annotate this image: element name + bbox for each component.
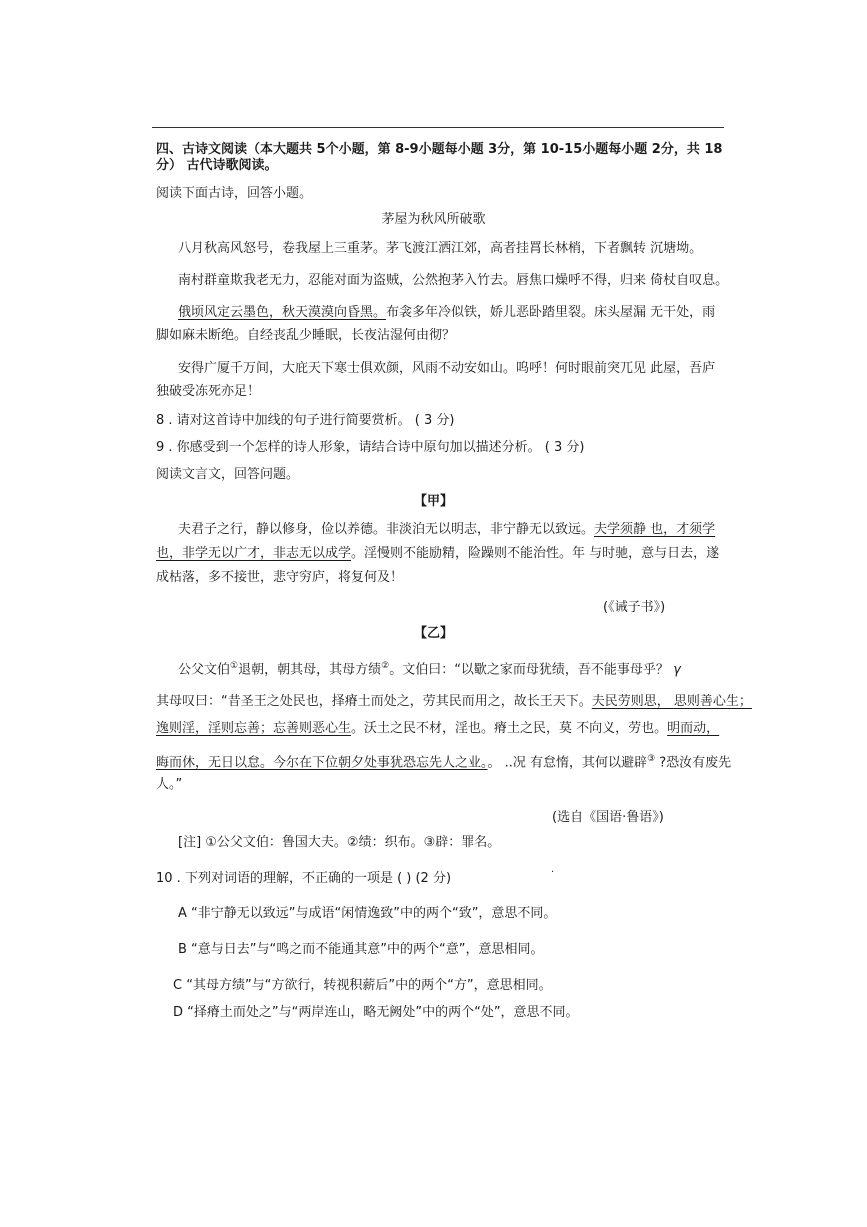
jia-source: (《诫子书》) <box>603 600 666 615</box>
underlined-yi-sentence-2: 明而动， <box>667 721 720 736</box>
option-a: A “非宁静无以致远”与成语“闲情逸致”中的两个“致”，意思不同。 <box>178 906 557 921</box>
question-9: 9 . 你感受到一个怎样的诗人形象，请结合诗中原句加以描述分析。 ( 3 分) <box>156 440 585 455</box>
top-rule <box>152 127 724 128</box>
poem-stanza-3-line1: 俄顷风定云墨色，秋天漠漠向昏黑。布衾多年冷似铁，娇儿恶卧踏里裂。床头屋漏 无干处，雨 <box>178 305 716 320</box>
jia-line-1: 夫君子之行，静以修身，俭以养德。非淡泊无以明志，非宁静无以致远。夫学须静 也，才须学 <box>178 522 716 537</box>
stray-mark: γ <box>673 662 681 678</box>
poem-stanza-1: 八月秋高风怒号，卷我屋上三重茅。茅飞渡江洒江郊，高者挂罥长林梢，下者飘转 沉塘坳。 <box>178 241 703 256</box>
underlined-jia-sentence: 夫学须静 也，才须学 <box>594 522 716 537</box>
section-heading-line1: 四、古诗文阅读（本大题共 5个小题，第 8-9小题每小题 3分，第 10-15小题每小题 2分，共 18 <box>156 142 723 157</box>
option-c: C “其母方绩”与“方欲行，转视积薪后”中的两个“方”，意思相同。 <box>173 978 552 993</box>
yi-line-4: 晦而休，无日以怠。今尔在下位朝夕处事犹恐忘先人之业。。 ..况 有怠惰，其何以避辟③ ?恐汝有废先 <box>156 754 732 771</box>
option-d: D “择瘠土而处之”与“两岸连山，略无阙处”中的两个“处”，意思不同。 <box>173 1005 579 1020</box>
passage-jia-title: 【甲】 <box>413 494 453 509</box>
stray-dot: . <box>551 864 555 875</box>
footnote-2-marker: ② <box>381 661 390 671</box>
footnote-3-marker: ③ <box>647 754 656 764</box>
yi-source: (选自《国语·鲁语》) <box>552 810 664 825</box>
jia-line-3: 成枯落，多不接世，悲守穷庐，将复何及！ <box>156 570 404 585</box>
footnote-1-marker: ① <box>230 661 239 671</box>
poem-stanza-2: 南村群童欺我老无力，忍能对面为盗贼，公然抱茅入竹去。唇焦口燥呼不得，归来 倚杖自叹息。 <box>178 273 729 288</box>
question-8: 8 . 请对这首诗中加线的句子进行简要赏析。 ( 3 分) <box>156 413 455 428</box>
underlined-yi-sentence: 夫民劳则思， 思则善心生； <box>591 694 752 709</box>
yi-line-5: 人。” <box>156 777 183 792</box>
footnotes: [注] ①公父文伯：鲁国大夫。②绩：织布。③辟：罪名。 <box>178 835 501 850</box>
yi-line-2: 其母叹曰：“昔圣王之处民也，择瘠土而处之，劳其民而用之，故长王天下。夫民劳则思， 思则善心生； <box>156 694 752 709</box>
yi-line-3: 逸则淫，淫则忘善；忘善则恶心生。沃土之民不材，淫也。瘠土之民，莫 不向义，劳也。明而动， <box>156 721 720 736</box>
classical-instruction: 阅读文言文，回答问题。 <box>156 467 300 482</box>
poem-instruction: 阅读下面古诗，回答小题。 <box>156 186 313 201</box>
underlined-jia-sentence-cont: 也，非学无以广才，非志无以成学 <box>156 546 352 561</box>
question-10-stem: 10 . 下列对词语的理解，不正确的一项是 ( ) (2 分) <box>156 871 452 886</box>
yi-line-1: 公父文伯①退朝，朝其母，其母方绩②。文伯曰：“以歜之家而母犹绩，吾不能事母乎？ γ <box>178 661 681 678</box>
poem-stanza-4-line2: 独破受冻死亦足！ <box>156 384 261 399</box>
underlined-yi-sentence-2-cont: 晦而休，无日以怠。今尔在下位朝夕处事犹恐忘先人之业。 <box>156 755 488 771</box>
underlined-poem-line: 俄顷风定云墨色，秋天漠漠向昏黑。 <box>178 305 387 320</box>
section-heading-line2: 分） 古代诗歌阅读。 <box>156 158 278 173</box>
jia-line-2: 也，非学无以广才，非志无以成学。淫慢则不能励精，险躁则不能治性。年 与时驰，意与日去，遂 <box>156 546 720 561</box>
option-b: B “意与日去”与“鸣之而不能通其意”中的两个“意”，意思相同。 <box>178 942 544 957</box>
poem-stanza-4-line1: 安得广厦千万间，大庇天下寒士俱欢颜，风雨不动安如山。呜呼！何时眼前突兀见 此屋，吾庐 <box>178 361 716 376</box>
poem-title: 茅屋为秋风所破歌 <box>381 212 486 227</box>
passage-yi-title: 【乙】 <box>413 626 453 641</box>
poem-stanza-3-line2: 脚如麻未断绝。自经丧乱少睡眠，长夜沾湿何由彻？ <box>156 328 456 343</box>
underlined-yi-sentence-cont: 逸则淫，淫则忘善；忘善则恶心生 <box>156 721 352 736</box>
